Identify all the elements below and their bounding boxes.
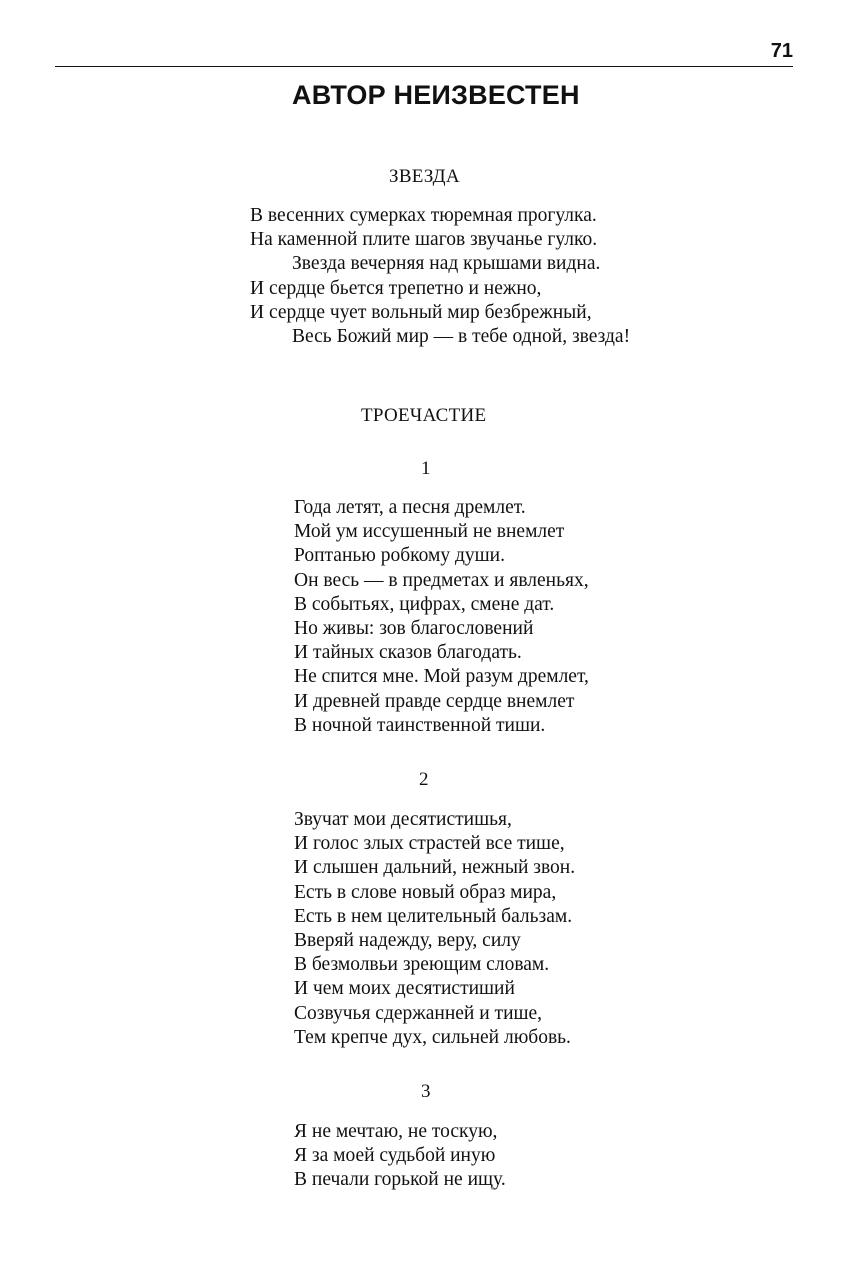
poem-line: Я за моей судьбой иную	[294, 1145, 496, 1167]
poem-line: Но живы: зов благословений	[294, 618, 534, 640]
poem-line: В весенних сумерках тюремная прогулка.	[250, 205, 597, 226]
poem-line: Созвучья сдержанней и тише,	[294, 1002, 543, 1024]
poem-part-1-stanza	[294, 496, 589, 738]
poem-line: Тем крепче дух, сильней любовь.	[294, 1026, 571, 1048]
poem-line: Звучат мои десятистишья,	[294, 809, 512, 830]
poem-line: Года летят, а песня дремлет.	[294, 497, 526, 518]
poem-line: Роптанью робкому души.	[294, 545, 505, 567]
poem-line: И голос злых страстей все тише,	[294, 833, 565, 855]
part-number-2: 2	[419, 769, 429, 790]
poem-line: Есть в нем целительный бальзам.	[294, 905, 573, 927]
poem-line: И тайных сказов благодать.	[294, 642, 522, 664]
poem-part-3-stanza	[294, 1120, 506, 1193]
part-number-1: 1	[421, 458, 431, 479]
page-number: 71	[770, 40, 793, 62]
poem-line: И древней правде сердце внемлет	[294, 690, 575, 712]
poem-line: Мой ум иссушенный не внемлет	[294, 521, 565, 543]
part-number-3: 3	[421, 1081, 431, 1102]
poem-line: На каменной плите шагов звучанье гулко.	[250, 229, 598, 251]
poem-line: Не спится мне. Мой разум дремлет,	[294, 666, 589, 688]
poem-line: В ночной таинственной тиши.	[294, 714, 546, 736]
poem-line: В печали горькой не ищу.	[294, 1169, 506, 1191]
poem-title-zvezda: ЗВЕЗДА	[389, 166, 460, 187]
poem-line: В безмолвьи зреющим словам.	[294, 954, 550, 976]
poem-line: Весь Божий мир — в тебе одной, звезда!	[292, 326, 631, 348]
poem-line: Есть в слове новый образ мира,	[294, 881, 557, 903]
poem-line: И чем моих десятистиший	[294, 978, 515, 1000]
poem-line: И сердце чует вольный мир безбрежный,	[250, 301, 592, 323]
poem-zvezda-stanza	[250, 204, 630, 349]
poem-line: И слышен дальний, нежный звон.	[294, 857, 576, 879]
poem-line: Звезда вечерняя над крышами видна.	[292, 253, 601, 275]
author-heading: АВТОР НЕИЗВЕСТЕН	[292, 80, 580, 110]
poem-line: В событьях, цифрах, смене дат.	[294, 593, 555, 615]
poem-part-2-stanza	[294, 808, 575, 1050]
header-rule	[55, 66, 793, 67]
poem-line: Он весь — в предметах и явленьях,	[294, 569, 589, 591]
poem-line: Вверяй надежду, веру, силу	[294, 930, 521, 952]
poem-line: Я не мечтаю, не тоскую,	[294, 1121, 498, 1142]
poem-title-troechastie: ТРОЕЧАСТИЕ	[361, 405, 487, 426]
poem-line: И сердце бьется трепетно и нежно,	[250, 277, 542, 299]
